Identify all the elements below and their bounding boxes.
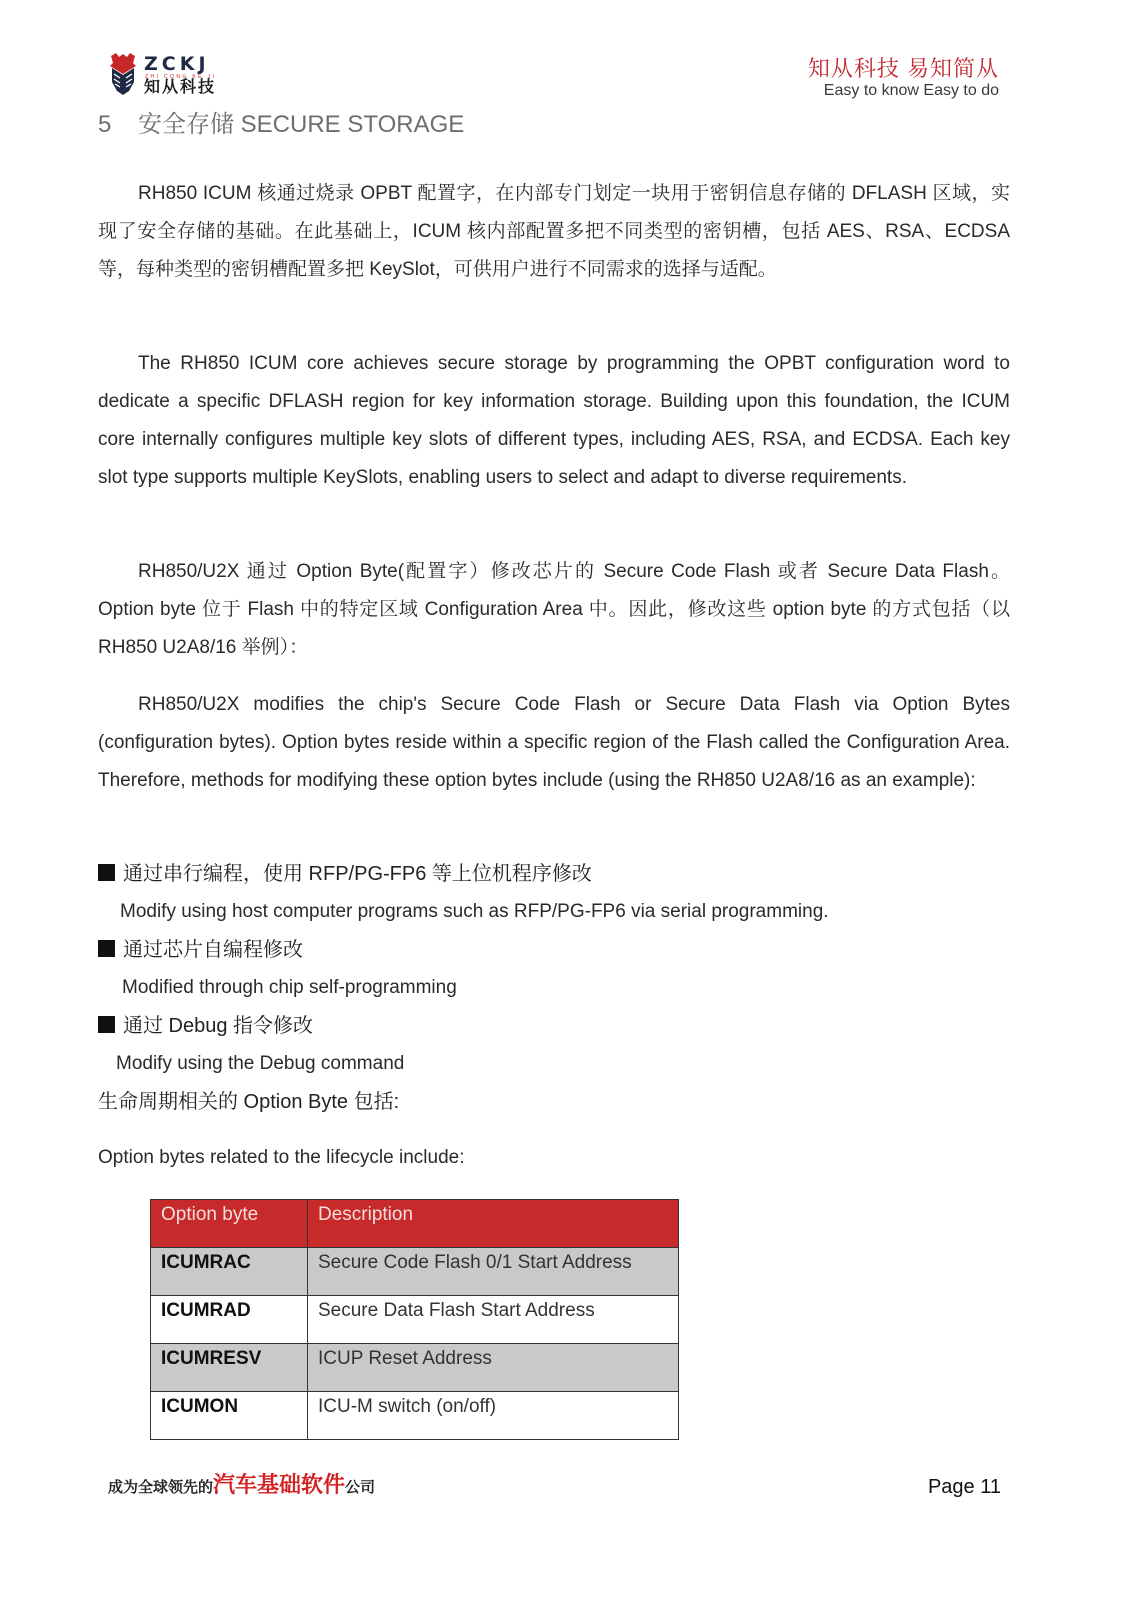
- method-item-cn: [98, 1011, 313, 1041]
- logo-latin-text: ZCKJ: [144, 53, 210, 75]
- logo-chinese-text: 知从科技: [144, 79, 217, 96]
- column-header-option-byte: Option byte: [151, 1200, 308, 1248]
- option-byte-cell: ICUMON: [151, 1392, 308, 1440]
- square-bullet-icon: [98, 1016, 115, 1033]
- table-header-row: [151, 1200, 679, 1248]
- table-row: [151, 1248, 679, 1296]
- option-byte-table: [150, 1199, 679, 1440]
- description-cell: Secure Data Flash Start Address: [308, 1296, 679, 1344]
- footer-tagline-highlight: 汽车基础软件: [213, 1472, 346, 1497]
- method-item-en: Modify using host computer programs such as RFP/PG-FP6 via serial programming.: [120, 901, 829, 922]
- header-slogan: [808, 56, 999, 100]
- page-number: Page 11: [927, 1476, 1001, 1498]
- slogan-chinese: 知从科技 易知简从: [807, 56, 999, 81]
- paragraph-cn-option-byte: RH850/U2X 通过 Option Byte(配置字）修改芯片的 Secure Code Flash 或者 Secure Data Flash。Option byte 位于 Flash 中的特定区域 Configuration Area 中。因此，修改这些 option byte 的方式包括（以 RH850 U2A8/16 举例）：: [98, 561, 1010, 658]
- company-logo: [108, 52, 238, 98]
- section-title: 安全存储 SECURE STORAGE: [138, 111, 465, 138]
- lifecycle-intro-en: Option bytes related to the lifecycle include:: [98, 1147, 465, 1168]
- method-cn-text: 通过芯片自编程修改: [123, 939, 303, 961]
- table-row: [151, 1392, 679, 1440]
- option-byte-cell: ICUMRAD: [151, 1296, 308, 1344]
- paragraph-en-option-byte: RH850/U2X modifies the chip's Secure Code Flash or Secure Data Flash via Option Bytes (configuration bytes). Option bytes reside within a specific region of the Flash called the Configuration Area. Therefore, methods for modifying these option bytes include (using the RH850 U2A8/16 as an example):: [98, 694, 1010, 791]
- table-row: [151, 1344, 679, 1392]
- method-cn-text: 通过串行编程，使用 RFP/PG-FP6 等上位机程序修改: [123, 863, 592, 885]
- logo-pinyin-text: ZHI CONG KE JI: [145, 74, 217, 80]
- method-item-cn: [98, 935, 303, 965]
- square-bullet-icon: [98, 864, 115, 881]
- method-item-en: Modify using the Debug command: [116, 1053, 405, 1074]
- option-byte-cell: ICUMRESV: [151, 1344, 308, 1392]
- method-cn-text: 通过 Debug 指令修改: [123, 1015, 314, 1037]
- method-item-en: Modified through chip self-programming: [122, 977, 457, 998]
- section-heading: [98, 110, 464, 140]
- description-cell: ICUP Reset Address: [308, 1344, 679, 1392]
- table-row: [151, 1296, 679, 1344]
- description-cell: ICU-M switch (on/off): [308, 1392, 679, 1440]
- square-bullet-icon: [98, 940, 115, 957]
- paragraph-cn-secure-storage: RH850 ICUM 核通过烧录 OPBT 配置字，在内部专门划定一块用于密钥信息存储的 DFLASH 区域，实现了安全存储的基础。在此基础上，ICUM 核内部配置多把不同类型的密钥槽，包括 AES、RSA、ECDSA 等，每种类型的密钥槽配置多把 KeySlot，可供用户进行不同需求的选择与适配。: [98, 183, 1010, 280]
- section-number: 5: [98, 111, 112, 138]
- paragraph-en-secure-storage: The RH850 ICUM core achieves secure storage by programming the OPBT configuration word to dedicate a specific DFLASH region for key information storage. Building upon this foundation, the ICUM core internally configures multiple key slots of different types, including AES, RSA, and ECDSA. Each key slot type supports multiple KeySlots, enabling users to select and adapt to diverse requirements.: [98, 353, 1010, 488]
- logo-emblem-icon: [108, 52, 138, 96]
- footer-tagline-prefix: 成为全球领先的: [108, 1479, 214, 1496]
- footer-tagline-suffix: 公司: [345, 1479, 376, 1496]
- slogan-english: Easy to know Easy to do: [823, 82, 999, 99]
- option-byte-cell: ICUMRAC: [151, 1248, 308, 1296]
- lifecycle-intro-cn: 生命周期相关的 Option Byte 包括:: [98, 1091, 400, 1113]
- footer-tagline: [108, 1472, 375, 1501]
- column-header-description: Description: [308, 1200, 679, 1248]
- method-item-cn: [98, 859, 592, 889]
- description-cell: Secure Code Flash 0/1 Start Address: [308, 1248, 679, 1296]
